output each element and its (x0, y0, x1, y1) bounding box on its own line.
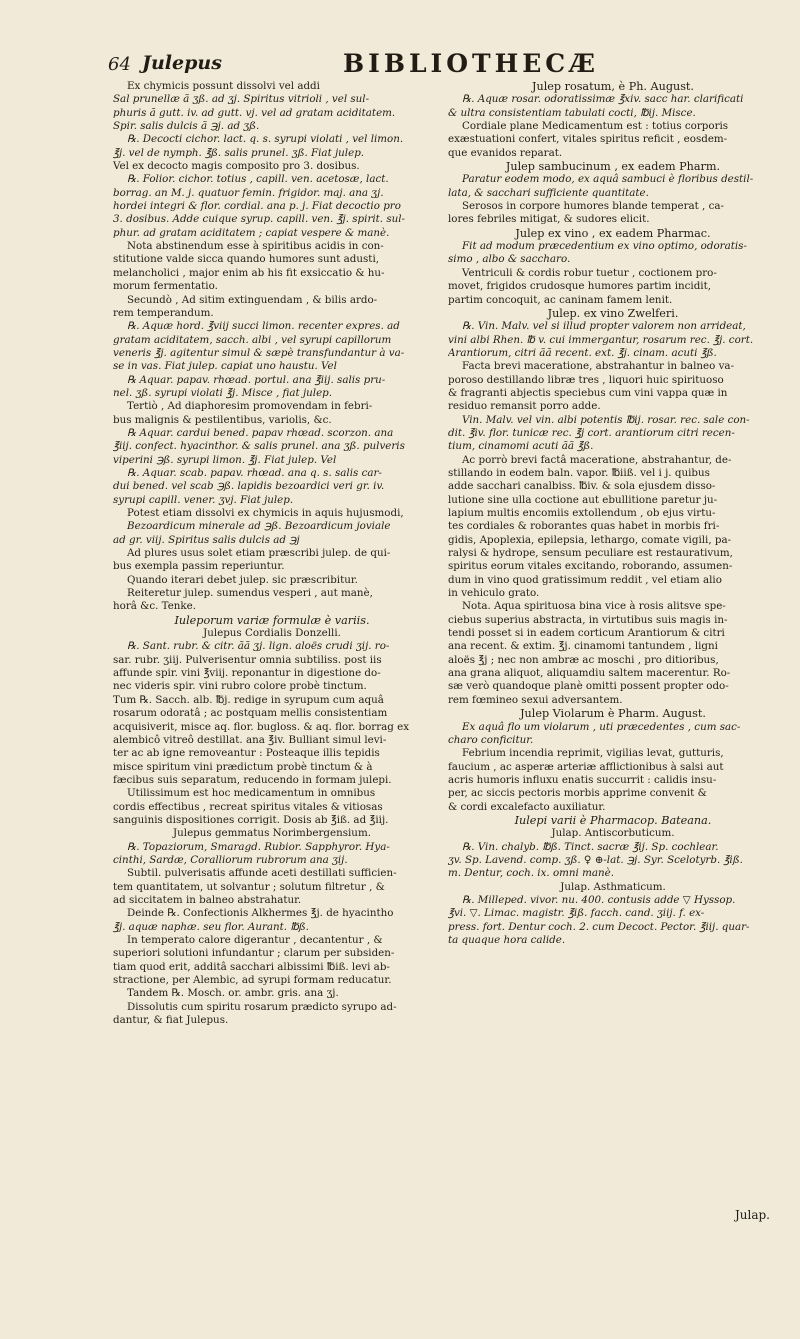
text-line: affunde spir. vini ℥viij. reponantur in digestione do- (113, 667, 381, 680)
text-line: phur. ad gratam aciditatem ; capiat vespere & manè. (113, 226, 390, 239)
text-line: ℞. Aquæ rosar. odoratissimæ ℥xiv. sacc har. clarificati (462, 93, 744, 106)
text-line: tes cordiales & roborantes quas habet in morbis fri- (448, 520, 720, 533)
text-line: ℥iij. confect. hyacinthor. & salis prunel. ana ʒß. pulveris (113, 440, 405, 453)
text-line: & cordi excalefacto auxiliatur. (448, 800, 606, 813)
text-line: ℞. Aquæ hord. ℥viij succi limon. recenter expres. ad (127, 320, 400, 333)
page-number: 64 (108, 54, 131, 75)
text-line: ralysi & hydrope, sensum peculiare est restaurativum, (448, 547, 733, 560)
text-line: nel. ʒß. syrupi violati ℥j. Misce , fiat julep. (113, 386, 333, 399)
text-line: Reiteretur julep. sumendus vesperi , aut manè, (127, 587, 373, 600)
text-line: ana grana aliquot, aliquamdiu saltem macerentur. Ro- (448, 667, 731, 680)
text-line: charo conficitur. (448, 733, 534, 746)
text-line: bus malignis & pestilentibus, variolis, &c. (113, 413, 332, 426)
text-line: ℞. Vin. Malv. vel si illud propter valorem non arrideat, (462, 320, 746, 333)
text-line: stillando in eodem baln. vapor. ℔iiß. vel i j. quibus (448, 466, 710, 479)
text-line: cinthi, Sardæ, Coralliorum rubrorum ana ʒij. (113, 853, 348, 866)
text-line: ℞. Sant. rubr. & citr. ãã ʒj. lign. aloës crudi ʒij. ro- (127, 640, 390, 653)
text-line: movet, frigidos crudosque humores partim incidit, (448, 280, 712, 293)
text-line: lores febriles mitigat, & sudores elicit. (448, 213, 650, 226)
text-line: 3. dosibus. Adde cuique syrup. capill. ven. ℥j. spirit. sul- (113, 213, 406, 226)
text-line: press. fort. Dentur coch. 2. cum Decoct. Pector. ℥iij. quar- (448, 920, 750, 933)
text-line: sæ verò quandoque planè omitti possent propter odo- (448, 680, 729, 693)
text-line: ad gr. viij. Spiritus salis dulcis ad ℈j (113, 533, 300, 546)
text-line: ad siccitatem in balneo abstrahatur. (113, 893, 302, 906)
text-line: morum fermentatio. (113, 280, 218, 293)
text-line: Tandem ℞. Mosch. or. ambr. gris. ana ʒj. (127, 987, 339, 1000)
text-line: Paratur eodem modo, ex aquâ sambuci è floribus destil- (462, 173, 754, 186)
text-line: ℞. Vin. chalyb. ℔ß. Tinct. sacræ ℥ij. Sp. cochlear. (462, 840, 719, 853)
header-title: BIBLIOTHECÆ (343, 49, 600, 78)
text-line: horâ &c. Tenke. (113, 600, 197, 613)
text-line: veneris ℥j. agitentur simul & sæpè transfundantur à va- (113, 346, 405, 359)
text-line: simo , albo & saccharo. (448, 253, 571, 266)
text-line: rosarum odoratâ ; ac postquam mellis consistentiam (113, 707, 388, 720)
text-line: ℞. Topaziorum, Smaragd. Rubior. Sapphyror. Hya- (127, 840, 390, 853)
text-line: spiritus eorum vitales excitando, roborando, assumen- (448, 560, 733, 573)
text-line: Serosos in corpore humores blande temperat , ca- (462, 200, 724, 213)
text-line: alembicô vitreô destillat. ana ℥iv. Bulliant simul levi- (113, 733, 387, 746)
text-line: Ac porrò brevi factâ maceratione, abstrahantur, de- (462, 453, 732, 466)
running-header (108, 49, 788, 80)
text-line: misce spiritum vini prædictum probè tinctum & à (113, 760, 373, 773)
text-line: partim concoquit, ac caninam famem lenit. (448, 293, 673, 306)
text-line: ℥j. vel de nymph. ℥ß. salis prunel. ʒß. Fiat julep. (113, 146, 365, 159)
text-line: Arantiorum, citri ãã recent. ext. ℥j. cinam. acuti ℥ß. (448, 346, 717, 359)
text-line: adde sacchari canalbiss. ℔iv. & sola ejusdem disso- (448, 480, 716, 493)
text-line: stractione, per Alembic, ad syrupi formam reducatur. (113, 974, 392, 987)
text-line: bus exempla passim reperiuntur. (113, 560, 285, 573)
text-line: Julep sambucinum , ex eadem Pharm. (505, 160, 721, 174)
text-line: rem temperandum. (113, 306, 214, 319)
text-line: Julep ex vino , ex eadem Pharmac. (515, 226, 711, 240)
text-line: tium, cinamomi acuti ãã ℥ß. (448, 440, 594, 453)
text-line: Tertiò , Ad diaphoresim promovendam in febri- (127, 400, 373, 413)
catchword: Julap. (734, 1208, 770, 1222)
text-line: Cordiale plane Medicamentum est : totius corporis (462, 120, 729, 133)
text-line: rem fœmineo sexui adversantem. (448, 693, 623, 706)
text-line: Iulepi varii è Pharmacop. Bateana. (514, 813, 712, 827)
text-line: Vin. Malv. vel vin. albi potentis ℔ij. rosar. rec. sale con- (462, 413, 750, 426)
text-line: ℞. Milleped. vivor. nu. 400. contusis adde ▽ Hyssop. (462, 893, 736, 906)
text-line: tendi posset si in eadem corticum Arantiorum & citri (448, 627, 725, 640)
text-line: gidis, Apoplexia, epilepsia, lethargo, comate vigili, pa- (448, 533, 732, 546)
text-line: lata, & sacchari sufficiente quantitate. (448, 186, 649, 199)
text-line: ter ac ab igne removeantur : Posteaque illis tepidis (113, 747, 380, 760)
text-line: Potest etiam dissolvi ex chymicis in aquis hujusmodi, (127, 507, 404, 519)
header-keyword: Julepus (142, 52, 222, 74)
text-line: Julep rosatum, è Ph. August. (532, 80, 694, 93)
text-line: viperini ℈ß. syrupi limon. ℥j. Fiat julep. Vel (113, 453, 337, 466)
text-line: ʒv. Sp. Lavend. comp. ʒß. ♀ ⊕-lat. ℈j. Syr. Scelotyrb. ℥iß. (448, 853, 743, 866)
text-line: & ultra consistentiam tabulati cocti, ℔ij. Misce. (448, 106, 696, 119)
text-line: Julep Violarum è Pharm. August. (520, 707, 706, 721)
text-line: Vel ex decocto magis composito pro 3. dosibus. (113, 160, 360, 173)
text-line: Nota. Aqua spirituosa bina vice à rosis alitsve spe- (462, 600, 726, 613)
text-line: ℥j. aquæ naphæ. seu flor. Aurant. ℔ß. (113, 920, 309, 933)
text-line: se in vas. Fiat julep. capiat uno haustu. Vel (113, 360, 337, 373)
text-line: Ad plures usus solet etiam præscribi julep. de qui- (127, 547, 391, 560)
text-line: Julap. Asthmaticum. (560, 880, 666, 893)
text-line: exæstuationi confert, vitales spiritus reficit , eosdem- (448, 133, 728, 146)
text-line: vini albi Rhen. ℔ v. cui immergantur, rosarum rec. ℥j. cort. (448, 333, 754, 346)
text-line: per, ac siccis pectoris morbis apprime convenit & (448, 787, 707, 800)
text-line: hordei integri & flor. cordial. ana p. j. Fiat decoctio pro (113, 200, 401, 213)
text-line: faucium , ac asperæ arteriæ afflictionibus à salsi aut (448, 760, 724, 773)
text-line: Ex chymicis possunt dissolvi vel addi (127, 80, 320, 92)
text-line: borrag. an M. j. quatuor femin. frigidor. maj. ana ʒj. (113, 186, 384, 199)
text-line: m. Dentur, coch. ix. omni manè. (448, 867, 615, 880)
text-line: nec videris spir. vini rubro colore probè tinctum. (113, 680, 367, 693)
text-line: Iuleporum variæ formulæ è variis. (174, 613, 370, 627)
text-line: Julepus gemmatus Norimbergensium. (173, 827, 371, 840)
text-line: que evanidos reparat. (448, 146, 563, 159)
text-line: gratam aciditatem, sacch. albi , vel syrupi capillorum (113, 333, 392, 346)
text-line: Quando iterari debet julep. sic præscribitur. (127, 573, 358, 586)
text-line: & fragranti abjectis speciebus cum vini vappa quæ in (448, 386, 728, 399)
text-line: Facta brevi maceratione, abstrahantur in balneo va- (462, 360, 735, 373)
right-text-column (448, 80, 778, 947)
text-line: ℞ Aquar. cardui bened. papav rhœad. scorzon. ana (127, 426, 394, 439)
left-text-column (113, 80, 431, 1027)
text-line: lapium multis encomiis extollendum , ob ejus virtu- (448, 507, 716, 519)
text-line: residuo remansit porro adde. (448, 400, 601, 413)
text-line: acris humoris influxu enatis succurrit : calidis insu- (448, 773, 717, 786)
text-line: ℞. Aquar. scab. papav. rhœad. ana q. s. salis car- (127, 466, 382, 479)
text-line: tem quantitatem, ut solvantur ; solutum filtretur , & (113, 880, 385, 893)
text-line: aloës ℥j ; nec non ambræ ac moschi , pro ditioribus, (448, 653, 719, 666)
text-line: dui bened. vel scab ℈ß. lapidis bezoardici veri gr. iv. (113, 480, 385, 493)
text-line: stitutione valde sicca quando humores sunt adusti, (113, 253, 380, 266)
text-line: fæcibus suis separatum, reducendo in formam julepi. (113, 773, 392, 786)
text-line: acquisiverit, misce aq. flor. bugloss. & aq. flor. borrag ex (113, 720, 410, 733)
text-line: Febrium incendia reprimit, vigilias levat, gutturis, (462, 747, 724, 760)
text-line: ℞. Folior. cichor. totius , capill. ven. acetosæ, lact. (127, 173, 389, 186)
text-line: Subtil. pulverisatis affunde aceti destillati sufficien- (127, 867, 397, 880)
text-line: Julep. ex vino Zwelferi. (547, 306, 679, 320)
text-line: cordis effectibus , recreat spiritus vitales & vitiosas (113, 800, 383, 813)
text-line: lutione sine ulla coctione aut ebullitione paretur ju- (448, 493, 718, 506)
text-line: tiam quod erit, additâ sacchari albissimi ℔iß. levi ab- (113, 960, 390, 973)
text-line: superiori solutioni infundantur ; clarum per subsiden- (113, 947, 395, 960)
text-line: Secundò , Ad sitim extinguendam , & bilis ardo- (127, 293, 378, 306)
text-line: ℞. Decocti cichor. lact. q. s. syrupi violati , vel limon. (127, 133, 404, 146)
text-line: dit. ℥iv. flor. tunicæ rec. ℥j cort. arantiorum citri recen- (448, 426, 735, 439)
text-line: Tum ℞. Sacch. alb. ℔j. redige in syrupum cum aquâ (113, 693, 384, 706)
text-line: dantur, & fiat Julepus. (113, 1014, 229, 1027)
text-line: Dissolutis cum spiritu rosarum prædicto syrupo ad- (127, 1000, 397, 1013)
text-line: Sal prunellæ ã ʒß. ad ʒj. Spiritus vitrioli , vel sul- (113, 93, 370, 106)
text-line: Spir. salis dulcis ã ℈j. ad ʒß. (113, 120, 260, 133)
text-line: Fit ad modum præcedentium ex vino optimo, odoratis- (462, 240, 747, 253)
text-line: ℥vi. ▽. Limac. magistr. ℥iß. facch. cand. ʒiij. f. ex- (448, 907, 705, 920)
text-line: phuris ã gutt. iv. ad gutt. vj. vel ad gratam aciditatem. (113, 106, 396, 119)
text-line: melancholici , major enim ab his fit exsiccatio & hu- (113, 266, 385, 279)
text-line: Nota abstinendum esse à spiritibus acidis in con- (127, 240, 384, 253)
text-line: poroso destillando libræ tres , liquori huic spirituoso (448, 373, 724, 386)
text-line: sanguinis dispositiones corrigit. Dosis ab ℥iß. ad ℥iij. (113, 813, 389, 826)
text-line: syrupi capill. vener. ʒvj. Fiat julep. (113, 493, 294, 506)
text-line: ana recent. & extim. ℥j. cinamomi tantundem , ligni (448, 640, 718, 653)
text-line: Bezoardicum minerale ad ℈ß. Bezoardicum joviale (127, 520, 391, 533)
text-line: Julap. Antiscorbuticum. (551, 827, 675, 840)
text-line: Ex aquâ flo um violarum , uti præcedentes , cum sac- (462, 720, 741, 733)
text-line: sar. rubr. ʒiij. Pulverisentur omnia subtiliss. post iis (113, 653, 382, 666)
text-line: ℞ Aquar. papav. rhœad. portul. ana ℥iij. salis pru- (127, 373, 386, 386)
text-line: dum in vino quod gratissimum reddit , vel etiam alio (448, 573, 722, 586)
text-line: ciebus superius abstracta, in virtutibus suis magis in- (448, 613, 728, 626)
text-line: Utilissimum est hoc medicamentum in omnibus (127, 787, 376, 800)
text-line: Julepus Cordialis Donzelli. (203, 627, 341, 640)
text-line: ta quaque hora calide. (448, 934, 566, 946)
text-line: in vehiculo grato. (448, 587, 540, 600)
text-line: Deinde ℞. Confectionis Alkhermes ℥j. de hyacintho (127, 907, 394, 920)
text-line: Ventriculi & cordis robur tuetur , coctionem pro- (462, 266, 717, 279)
text-line: In temperato calore digerantur , decantentur , & (127, 934, 383, 946)
